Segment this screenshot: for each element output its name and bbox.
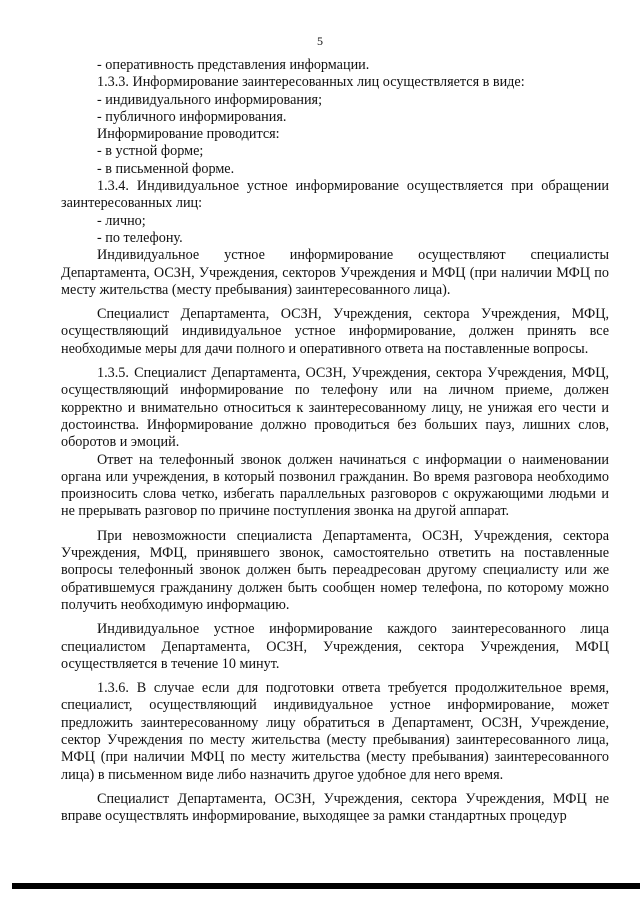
paragraph: 1.3.3. Информирование заинтересованных лиц осуществляется в виде:: [97, 74, 525, 91]
paragraph: 1.3.4. Индивидуальное устное информирование осуществляется при обращении заинтересованных лиц:: [61, 178, 609, 212]
paragraph: Специалист Департамента, ОСЗН, Учреждения, сектора Учреждения, МФЦ, осуществляющий индивидуальное устное информирование, должен принять все необходимые меры для дачи полного и оперативного ответа на поставленные вопросы.: [61, 306, 609, 357]
paragraph: - лично;: [97, 212, 146, 229]
paragraph: - индивидуального информирования;: [97, 91, 323, 108]
paragraph: Ответ на телефонный звонок должен начинаться с информации о наименовании органа или учреждения, в который позвонил гражданин. Во время разговора необходимо произносить слова четко, избегать параллельных разговоров с окружающими людьми и не прерывать разговор по причине поступления звонка на другой аппарат.: [61, 451, 609, 520]
document-body: [61, 57, 609, 825]
paragraph: - оперативность представления информации.: [97, 57, 370, 73]
paragraph: - в устной форме;: [97, 143, 204, 160]
paragraph: 1.3.6. В случае если для подготовки ответа требуется продолжительное время, специалист, осуществляющий индивидуальное устное информирование, может предложить заинтересованному лицу обратиться в Департамент, ОСЗН, Учреждение, сектор Учреждения по месту жительства (месту пребывания) заинтересованного лица, МФЦ (при наличии МФЦ по месту жительства (месту пребывания) заинтересованного лица) в письменном виде либо назначить другое удобное для него время.: [61, 680, 609, 783]
paragraph: 1.3.5. Специалист Департамента, ОСЗН, Учреждения, сектора Учреждения, МФЦ, осуществляющий информирование по телефону или на личном приеме, должен корректно и внимательно относиться к заинтересованному лицу, не унижая его чести и достоинства. Информирование должно проводиться без больших пауз, лишних слов, оборотов и эмоций.: [61, 365, 609, 451]
paragraph: - по телефону.: [97, 229, 183, 246]
page-bottom-rule: [12, 883, 640, 889]
paragraph: Специалист Департамента, ОСЗН, Учреждения, сектора Учреждения, МФЦ не вправе осуществлять информирование, выходящее за рамки стандартных процедур: [61, 790, 609, 825]
paragraph: - в письменной форме.: [97, 160, 235, 177]
page-number: 5: [317, 34, 323, 48]
paragraph: При невозможности специалиста Департамента, ОСЗН, Учреждения, сектора Учреждения, МФЦ, принявшего звонок, самостоятельно ответить на поставленные вопросы телефонный звонок должен быть переадресован другому специалисту или же обратившемуся гражданину должен быть сообщен номер телефона, по которому можно получить необходимую информацию.: [61, 527, 609, 613]
paragraph: Индивидуальное устное информирование каждого заинтересованного лица специалистом Департамента, ОСЗН, Учреждения, сектора Учреждения, МФЦ осуществляется в течение 10 минут.: [61, 621, 609, 672]
paragraph: Информирование проводится:: [97, 126, 280, 143]
paragraph: Индивидуальное устное информирование осуществляют специалисты Департамента, ОСЗН, Учреждения, секторов Учреждения и МФЦ (при наличии МФЦ по месту жительства (месту пребывания) заинтересованного лица).: [61, 247, 609, 298]
paragraph: - публичного информирования.: [97, 108, 287, 125]
